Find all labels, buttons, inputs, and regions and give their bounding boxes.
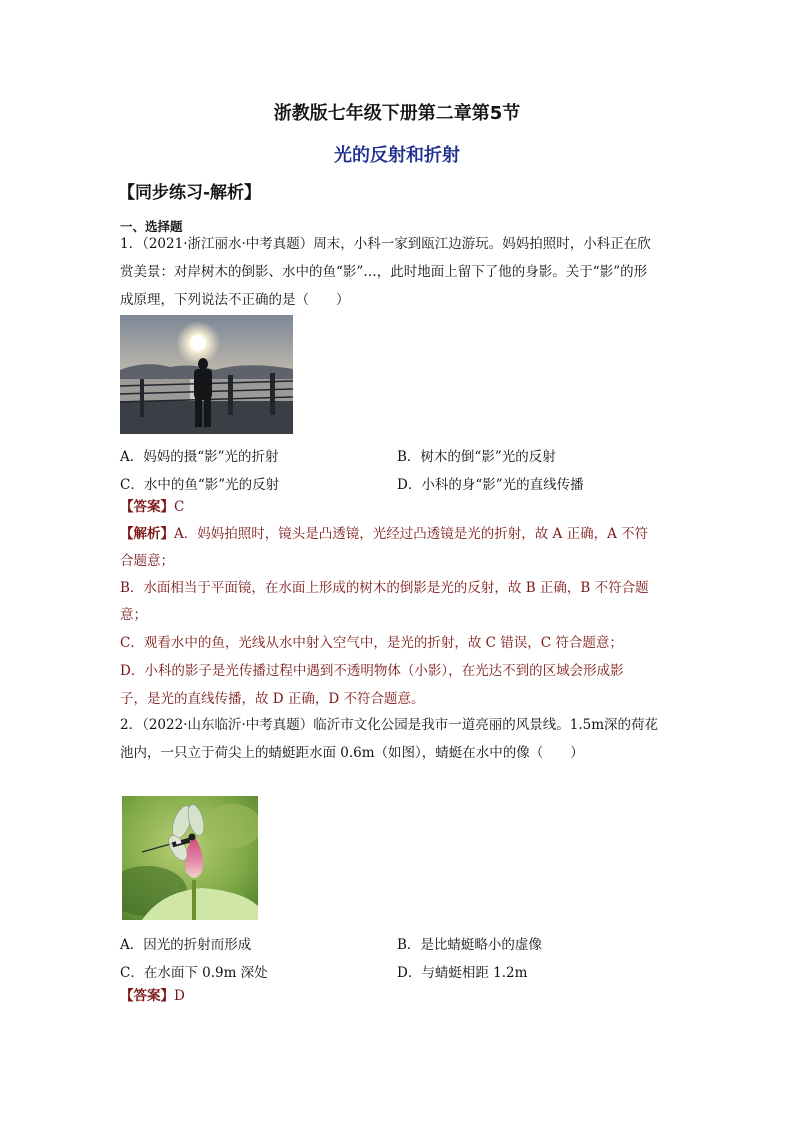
q1-option-c: C．水中的鱼“影”光的反射: [120, 477, 280, 493]
section-heading: 【同步练习-解析】: [118, 183, 262, 203]
answer-value: C: [174, 499, 185, 515]
q2-stem-line-2: 池内，一只立于荷尖上的蜻蜓距水面 0.6m（如图），蜻蜓在水中的像（ ）: [120, 745, 584, 761]
q1-stem-line-3: 成原理，下列说法不正确的是（ ）: [120, 292, 350, 308]
answer-tag: 【答案】: [120, 988, 174, 1004]
q1-analysis-line-4: 意；: [120, 607, 147, 623]
q1-analysis-line-5: C．观看水中的鱼，光线从水中射入空气中，是光的折射，故 C 错误，C 符合题意；: [120, 635, 623, 651]
q1-option-d: D．小科的身“影”光的直线传播: [397, 477, 584, 493]
analysis-text: A．妈妈拍照时，镜头是凸透镜，光经过凸透镜是光的折射，故 A 正确，A 不符: [174, 526, 649, 542]
q2-answer: [120, 982, 185, 1010]
q1-analysis-line-2: 合题意；: [120, 553, 174, 569]
q1-stem-line-2: 赏美景：对岸树木的倒影、水中的鱼“影”…，此时地面上留下了他的身影。关于“影”的形: [120, 264, 648, 280]
answer-value: D: [174, 988, 185, 1004]
q1-analysis-line-7: 子，是光的直线传播，故 D 正确，D 不符合题意。: [120, 691, 425, 707]
q1-stem-line-1: 1．（2021·浙江丽水·中考真题）周末，小科一家到瓯江边游玩。妈妈拍照时，小科正在欣: [120, 236, 651, 252]
q1-analysis-line-1: [120, 520, 648, 548]
answer-tag: 【答案】: [120, 499, 174, 515]
question-category: 一、选择题: [120, 219, 183, 234]
q1-analysis-line-3: B．水面相当于平面镜，在水面上形成的树木的倒影是光的反射，故 B 正确，B 不符合题: [120, 580, 649, 596]
q2-stem-line-1: 2．（2022·山东临沂·中考真题）临沂市文化公园是我市一道亮丽的风景线。1.5m深的荷花: [120, 717, 659, 733]
q1-option-a: A．妈妈的摄“影”光的折射: [120, 449, 279, 465]
q2-option-a: A．因光的折射而形成: [120, 937, 252, 953]
q1-sunset-photo: [120, 315, 293, 434]
q2-dragonfly-lotus-photo: [122, 796, 258, 920]
analysis-tag: 【解析】: [120, 526, 174, 542]
q1-option-b: B．树木的倒“影”光的反射: [397, 449, 556, 465]
q1-analysis-line-6: D．小科的影子是光传播过程中遇到不透明物体（小影），在光达不到的区域会形成影: [120, 663, 624, 679]
q2-option-c: C．在水面下 0.9m 深处: [120, 965, 268, 981]
document-subtitle: 光的反射和折射: [334, 145, 460, 166]
q2-option-b: B．是比蜻蜓略小的虚像: [397, 937, 542, 953]
document-title: 浙教版七年级下册第二章第5节: [273, 103, 521, 124]
q2-option-d: D．与蜻蜓相距 1.2m: [397, 965, 528, 981]
q1-answer: [120, 493, 184, 521]
